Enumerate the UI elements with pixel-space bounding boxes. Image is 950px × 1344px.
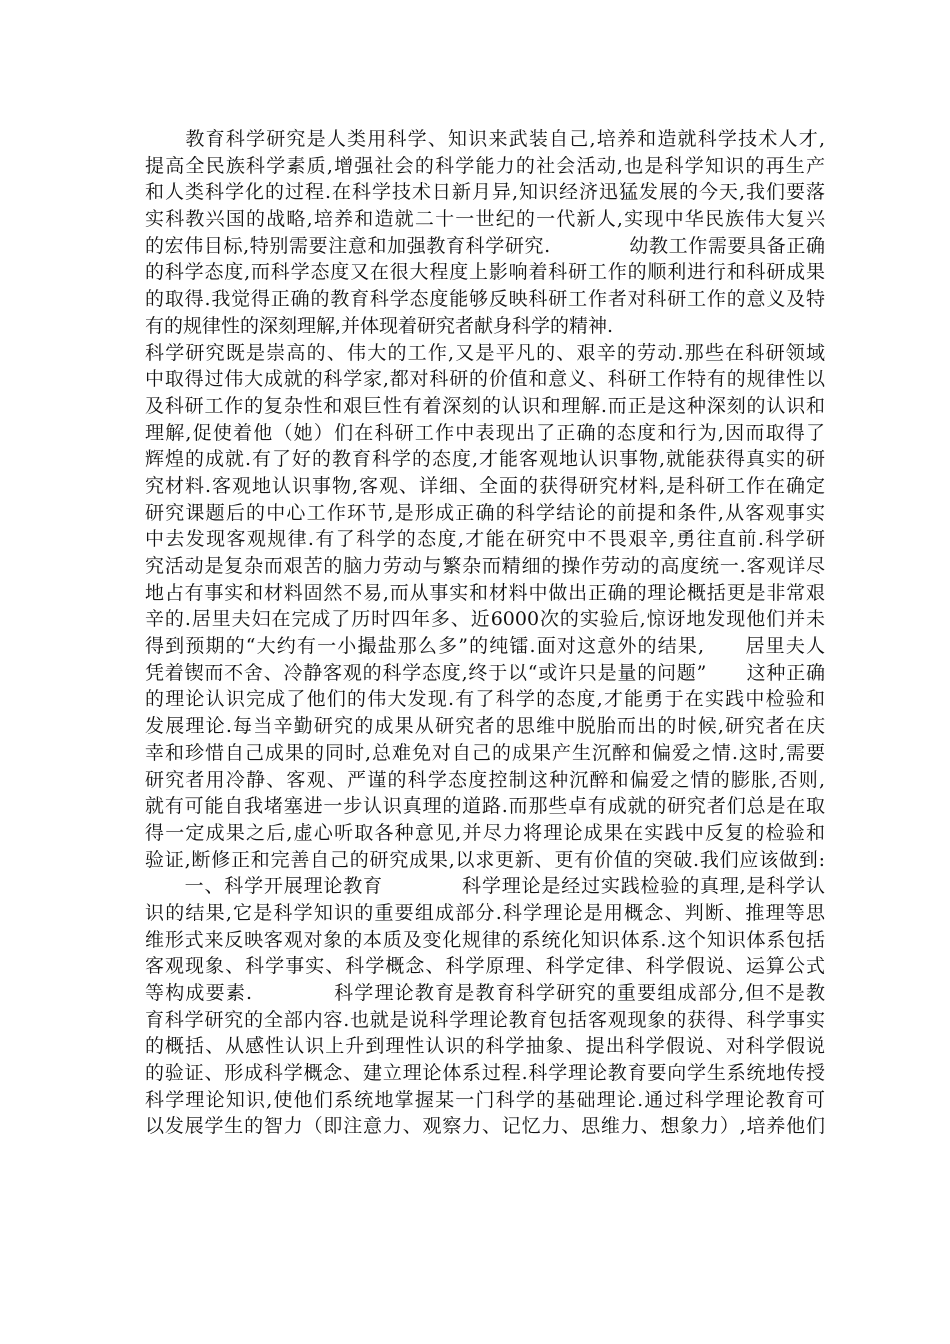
text-line: 和人类科学化的过程.在科学技术日新月异,知识经济迅猛发展的今天,我们要落 [145,181,825,204]
text-line: 的科学态度,而科学态度又在很大程度上影响着科研工作的顺利进行和科研成果 [145,261,825,284]
text-line: 维形式来反映客观对象的本质及变化规律的系统化知识体系.这个知识体系包括 [145,928,825,951]
text-line: 提高全民族科学素质,增强社会的科学能力的社会活动,也是科学知识的再生产 [145,154,825,177]
text-line: 究材料.客观地认识事物,客观、详细、全面的获得研究材料,是科研工作在确定 [145,474,825,497]
text-line: 就有可能自我堵塞进一步认识真理的道路.而那些卓有成就的研究者们总是在取 [145,795,825,818]
text-line: 幸和珍惜自己成果的同时,总难免对自己的成果产生沉醉和偏爱之情.这时,需要 [145,741,825,764]
text-line: 凭着锲而不舍、冷静客观的科学态度,终于以“或许只是量的问题” 这种正确 [145,661,825,684]
text-line: 地占有事实和材料固然不易,而从事实和材料中做出正确的理论概括更是非常艰 [145,581,825,604]
text-line: 以发展学生的智力（即注意力、观察力、记忆力、思维力、想象力）,培养他们 [145,1115,825,1138]
text-line: 客观现象、科学事实、科学概念、科学原理、科学定律、科学假说、运算公式 [145,955,825,978]
text-line: 科学理论知识,使他们系统地掌握某一门科学的基础理论.通过科学理论教育可 [145,1088,825,1111]
text-line: 的验证、形成科学概念、建立理论体系过程.科学理论教育要向学生系统地传授 [145,1062,825,1085]
text-line: 究活动是复杂而艰苦的脑力劳动与繁杂而精细的操作劳动的高度统一.客观详尽 [145,555,825,577]
text-line: 得一定成果之后,虚心听取各种意见,并尽力将理论成果在实践中反复的检验和 [145,821,825,844]
text-line: 中取得过伟大成就的科学家,都对科研的价值和意义、科研工作特有的规律性以 [145,368,825,391]
body-text [145,126,825,1140]
text-line: 识的结果,它是科学知识的重要组成部分.科学理论是用概念、判断、推理等思 [145,901,825,924]
text-line: 的取得.我觉得正确的教育科学态度能够反映科研工作者对科研工作的意义及特 [145,288,825,311]
text-line: 得到预期的“大约有一小撮盐那么多”的纯镭.面对这意外的结果, 居里夫人 [145,635,825,658]
text-line: 验证,断修正和完善自己的研究成果,以求更新、更有价值的突破.我们应该做到: [145,848,825,871]
text-line: 中去发现客观规律.有了科学的态度,才能在研究中不畏艰辛,勇往直前.科学研 [145,528,825,551]
text-line: 的概括、从感性认识上升到理性认识的科学抽象、提出科学假说、对科学假说 [145,1035,825,1058]
text-line: 科学研究既是崇高的、伟大的工作,又是平凡的、艰辛的劳动.那些在科研领域 [145,341,825,364]
text-line: 一、科学开展理论教育 科学理论是经过实践检验的真理,是科学认 [145,875,825,898]
text-line: 辉煌的成就.有了好的教育科学的态度,才能客观地认识事物,就能获得真实的研 [145,448,825,471]
text-line: 有的规律性的深刻理解,并体现着研究者献身科学的精神. [145,314,614,337]
text-line: 及科研工作的复杂性和艰巨性有着深刻的认识和理解.而正是这种深刻的认识和 [145,394,825,417]
text-line: 研究课题后的中心工作环节,是形成正确的科学结论的前提和条件,从客观事实 [145,501,825,524]
text-line: 育科学研究的全部内容.也就是说科学理论教育包括客观现象的获得、科学事实 [145,1008,825,1031]
text-line: 实科教兴国的战略,培养和造就二十一世纪的一代新人,实现中华民族伟大复兴 [145,208,825,231]
text-line: 发展理论.每当辛勤研究的成果从研究者的思维中脱胎而出的时候,研究者在庆 [145,715,825,738]
text-line: 的理论认识完成了他们的伟大发现.有了科学的态度,才能勇于在实践中检验和 [145,688,825,711]
text-line: 的宏伟目标,特别需要注意和加强教育科学研究. 幼教工作需要具备正确 [145,234,825,257]
text-line: 辛的.居里夫妇在完成了历时四年多、近6000次的实验后,惊讶地发现他们并未 [145,608,825,631]
text-line: 等构成要素. 科学理论教育是教育科学研究的重要组成部分,但不是教 [145,982,825,1004]
text-line: 理解,促使着他（她）们在科研工作中表现出了正确的态度和行为,因而取得了 [145,421,825,444]
text-line: 研究者用冷静、客观、严谨的科学态度控制这种沉醉和偏爱之情的膨胀,否则, [145,768,825,791]
text-line: 教育科学研究是人类用科学、知识来武装自己,培养和造就科学技术人才, [145,128,825,150]
